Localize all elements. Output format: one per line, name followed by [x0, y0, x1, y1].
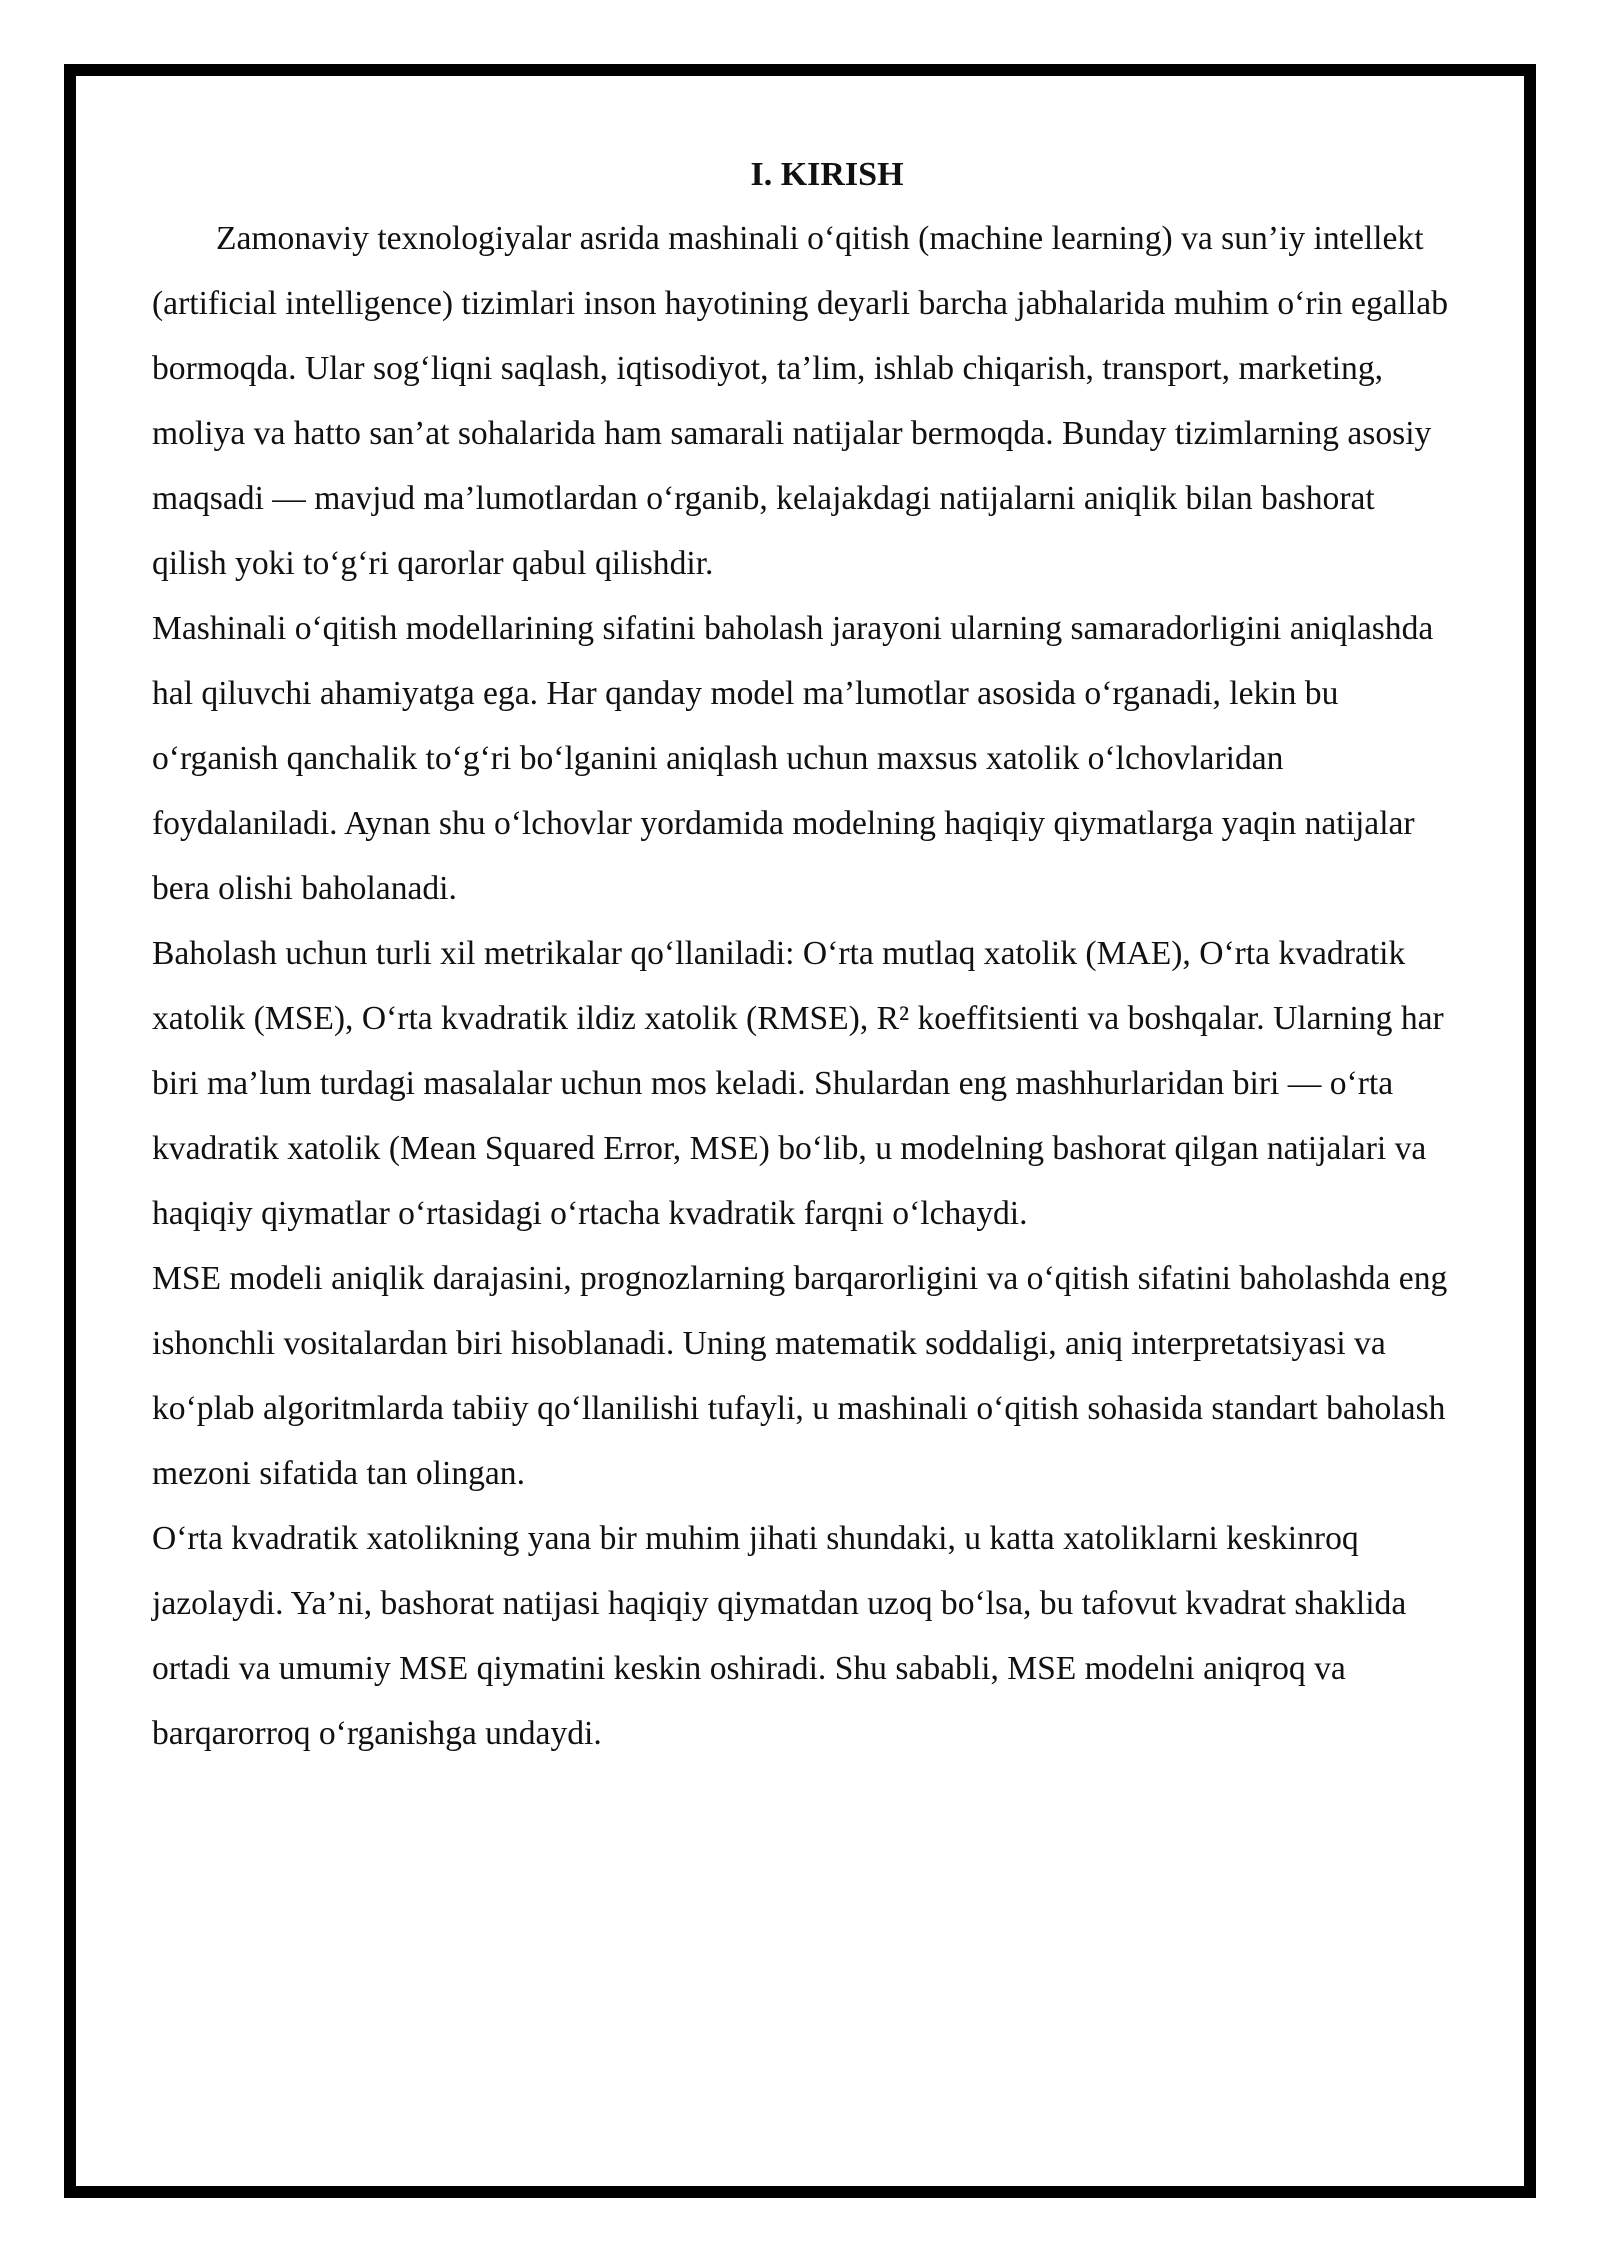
paragraph-2: Mashinali oʻqitish modellarining sifatini baholash jarayoni ularning samaradorligini aniqlashda hal qiluvchi ahamiyatga ega. Har qanday model ma’lumotlar asosida oʻrganadi, lekin bu oʻrganish qanchalik toʻgʻri boʻlganini aniqlash uchun maxsus xatolik oʻlchovlaridan foydalaniladi. Aynan shu oʻlchovlar yordamida modelning haqiqiy qiymatlarga yaqin natijalar bera olishi baholanadi.: [152, 610, 1434, 907]
paragraph-5: Oʻrta kvadratik xatolikning yana bir muhim jihati shundaki, u katta xatoliklarni keskinroq jazolaydi. Ya’ni, bashorat natijasi haqiqiy qiymatdan uzoq boʻlsa, bu tafovut kvadrat shaklida ortadi va umumiy MSE qiymatini keskin oshiradi. Shu sababli, MSE modelni aniqroq va barqarorroq oʻrganishga undaydi.: [152, 1520, 1407, 1752]
paragraph-1: Zamonaviy texnologiyalar asrida mashinali oʻqitish (machine learning) va sun’iy intellekt (artificial intelligence) tizimlari inson hayotining deyarli barcha jabhalarida muhim oʻrin egallab bormoqda. Ular sogʻliqni saqlash, iqtisodiyot, ta’lim, ishlab chiqarish, transport, marketing, moliya va hatto san’at sohalarida ham samarali natijalar bermoqda. Bunday tizimlarning asosiy maqsadi — mavjud ma’lumotlardan oʻrganib, kelajakdagi natijalarni aniqlik bilan bashorat qilish yoki toʻgʻri qarorlar qabul qilishdir.: [152, 220, 1449, 582]
section-heading: I. KIRISH: [750, 156, 904, 193]
paragraph-3: Baholash uchun turli xil metrikalar qoʻllaniladi: Oʻrta mutlaq xatolik (MAE), Oʻrta kvadratik xatolik (MSE), Oʻrta kvadratik ildiz xatolik (RMSE), R² koeffitsienti va boshqalar. Ularning har biri ma’lum turdagi masalalar uchun mos keladi. Shulardan eng mashhurlaridan biri — oʻrta kvadratik xatolik (Mean Squared Error, MSE) boʻlib, u modelning bashorat qilgan natijalari va haqiqiy qiymatlar oʻrtasidagi oʻrtacha kvadratik farqni oʻlchaydi.: [152, 935, 1444, 1232]
paragraph-4: MSE modeli aniqlik darajasini, prognozlarning barqarorligini va oʻqitish sifatini baholashda eng ishonchli vositalardan biri hisoblanadi. Uning matematik soddaligi, aniq interpretatsiyasi va koʻplab algoritmlarda tabiiy qoʻllanilishi tufayli, u mashinali oʻqitish sohasida standart baholash mezoni sifatida tan olingan.: [152, 1260, 1448, 1492]
document-body: [152, 150, 1452, 1766]
